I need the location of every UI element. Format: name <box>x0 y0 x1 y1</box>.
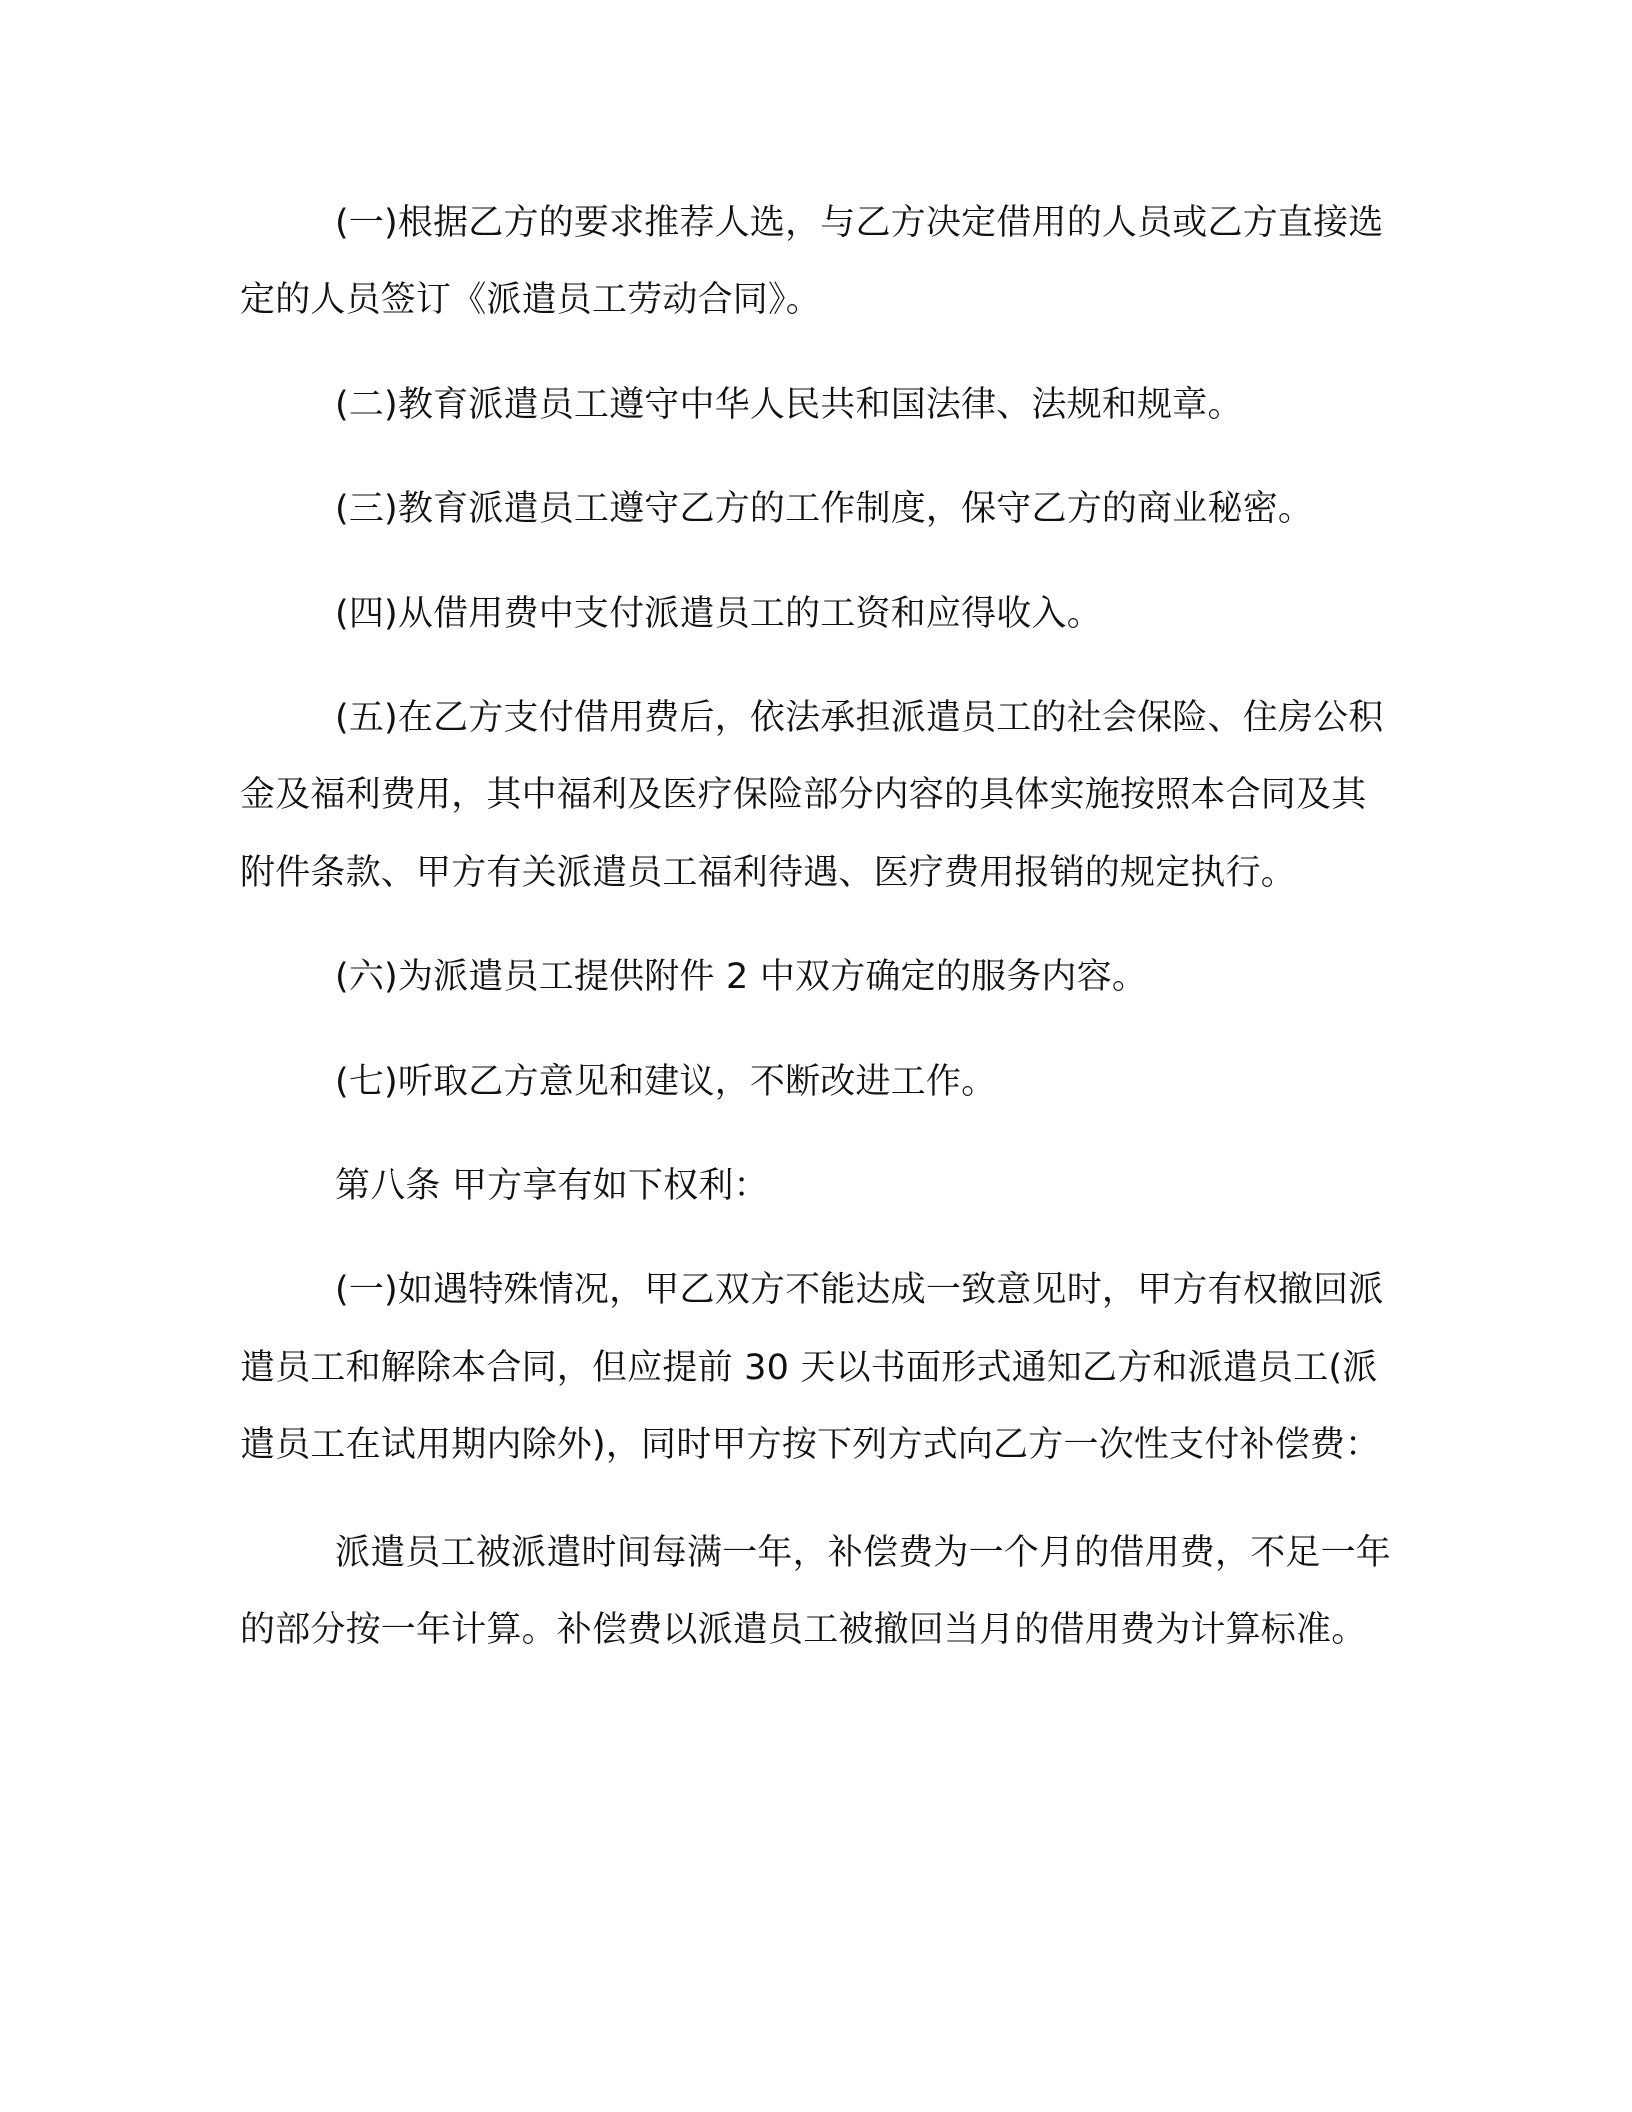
paragraph-duty-1: (一)根据乙方的要求推荐人选，与乙方决定借用的人员或乙方直接选定的人员签订《派遣员工劳动合同》。 <box>240 203 1384 321</box>
paragraph-compensation: 派遣员工被派遣时间每满一年，补偿费为一个月的借用费，不足一年的部分按一年计算。补偿费以派遣员工被撤回当月的借用费为计算标准。 <box>240 1532 1392 1651</box>
paragraph-duty-5: (五)在乙方支付借用费后，依法承担派遣员工的社会保险、住房公积金及福利费用，其中福利及医疗保险部分内容的具体实施按照本合同及其附件条款、甲方有关派遣员工福利待遇、医疗费用报销的规定执行。 <box>240 698 1384 893</box>
paragraph-duty-3: (三)教育派遣员工遵守乙方的工作制度，保守乙方的商业秘密。 <box>335 489 1314 530</box>
paragraph-duty-6: (六)为派遣员工提供附件 2 中双方确定的服务内容。 <box>335 957 1148 998</box>
paragraph-duty-2: (二)教育派遣员工遵守中华人民共和国法律、法规和规章。 <box>335 384 1243 425</box>
paragraph-right-1: (一)如遇特殊情况，甲乙双方不能达成一致意见时，甲方有权撤回派遣员工和解除本合同，但应提前 30 天以书面形式通知乙方和派遣员工(派遣员工在试用期内除外)，同时甲方按下列方式向乙方一次性支付补偿费： <box>240 1270 1384 1466</box>
article-8-heading: 第八条 甲方享有如下权利： <box>335 1166 769 1207</box>
paragraph-duty-7: (七)听取乙方意见和建议，不断改进工作。 <box>335 1061 997 1102</box>
paragraph-duty-4: (四)从借用费中支付派遣员工的工资和应得收入。 <box>335 593 1102 634</box>
document-page <box>240 185 1392 1670</box>
